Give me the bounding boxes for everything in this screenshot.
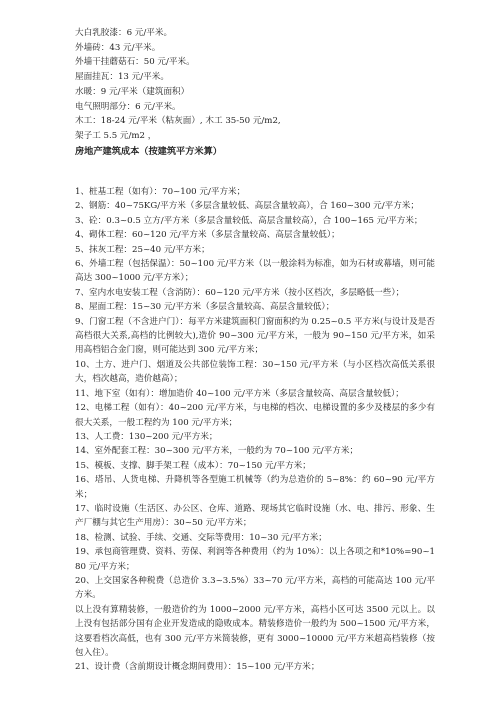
- price-line: 木工：18-24 元/平米（粘灰面）, 木工 35-50 元/m2,: [75, 116, 281, 127]
- cost-item: 16、塔吊、人货电梯、升降机等各型施工机械等（约为总造价的 5~8%：约 60~90 元/平方米；: [75, 475, 435, 500]
- cost-item: 8、屋面工程：15~30 元/平方米（多层含量较高、高层含量较低）；: [75, 302, 335, 313]
- cost-item: 7、室内水电安装工程（含消防）：60~120 元/平方米（按小区档次，多层略低一些）；: [75, 287, 405, 298]
- cost-item: 11、地下室（如有）：增加造价 40~100 元/平方米（多层含量较高、高层含量较低）；: [75, 388, 404, 399]
- cost-item: 19、承包商管理费、资料、劳保、利润等各种费用（约为 10%）：以上各项之和*10%=90~180 元/平方米；: [75, 547, 435, 572]
- cost-item: 18、检测、试验、手续、交通、交际等费用：10~30 元/平方米；: [75, 532, 327, 543]
- price-line: 外墙砖：43 元/平米。: [75, 42, 161, 53]
- price-line: 电气照明部分：6 元/平米。: [75, 101, 181, 112]
- cost-item-list: [75, 185, 435, 675]
- cost-item: 2、钢筋：40~75KG/平方米（多层含量较低、高层含量较高），合 160~300 元/平方米；: [75, 201, 420, 212]
- cost-item: 3、砼：0.3~0.5 立方/平方米（多层含量较低、高层含量较高），合 100~165 元/平方米；: [75, 215, 423, 226]
- section-heading: 房地产建筑成本（按建筑平方米算）: [75, 145, 222, 157]
- price-list-top: [75, 26, 435, 159]
- cost-item: 21、设计费（含前期设计概念期间费用）：15~100 元/平方米；: [75, 662, 320, 673]
- price-line: 水暖：9 元/平米（建筑面积）: [75, 86, 190, 97]
- cost-item: 14、室外配套工程：30~300 元/平方米，一般约为 70~100 元/平方米；: [75, 446, 359, 457]
- cost-item: 17、临时设施（生活区、办公区、仓库、道路、现场其它临时设施（水、电、排污、形象、生产厂棚与其它生产用房）：30~50 元/平方米；: [75, 503, 435, 529]
- summary-paragraph: 以上没有算精装修，一般造价约为 1000~2000 元/平方米，高档小区可达 3500 元以上。以上没有包括部分国有企业开发造成的隐败成本。精装修造价一般约为 500~1500 元/平方米，这要看档次高低，也有 300 元/平方米简装修，更有 3000~10000 元/平方米超高档装修（按包入住）。: [75, 604, 435, 658]
- price-line: 大白乳胶漆：6 元/平米。: [75, 28, 173, 38]
- cost-item: 20、上交国家各种税费（总造价 3.3~3.5%）33~70 元/平方米，高档的可能高达 100 元/平方米。: [75, 575, 435, 601]
- price-line: 外墙干挂蘑菇石：50 元/平米。: [75, 57, 195, 68]
- cost-item: 6、外墙工程（包括保温）：50~100 元/平方米（以一般涂料为标准，如为石材或幕墙，则可能高达 300~1000 元/平方米）；: [75, 259, 435, 284]
- cost-item: 4、砌体工程：60~120 元/平方米（多层含量较高、高层含量较低）；: [75, 230, 340, 241]
- cost-item: 13、人工费：130~200 元/平方米；: [75, 431, 218, 442]
- cost-item: 15、模板、支撑、脚手架工程（成本）：70~150 元/平方米；: [75, 460, 311, 471]
- cost-item: 10、土方、进户门、烟道及公共部位装饰工程：30~150 元/平方米（与小区档次高低关系很大，档次越高，造价越高）；: [75, 359, 435, 385]
- cost-item: 9、门窗工程（不含进户门）：每平方米建筑面积门窗面积约为 0.25~0.5 平方米(与设计及是否高档很大关系,高档的比例较大),造价 90~300 元/平方米，一般为 90~150 元/平方米，如采用高档铝合金门窗，则可能达到 300 元/平方米；: [75, 316, 435, 356]
- price-line: 架子工 5.5 元/m2 ，: [75, 130, 157, 141]
- cost-item: 5、抹灰工程：25~40 元/平方米；: [75, 244, 210, 255]
- cost-item: 12、电梯工程（如有）：40~200 元/平方米，与电梯的档次、电梯设置的多少及楼层的多少有很大关系，一般工程约为 100 元/平方米；: [75, 403, 435, 428]
- cost-item: 1、桩基工程（如有）：70~100 元/平方米；: [75, 187, 246, 197]
- price-line: 屋面挂瓦：13 元/平米。: [75, 72, 169, 83]
